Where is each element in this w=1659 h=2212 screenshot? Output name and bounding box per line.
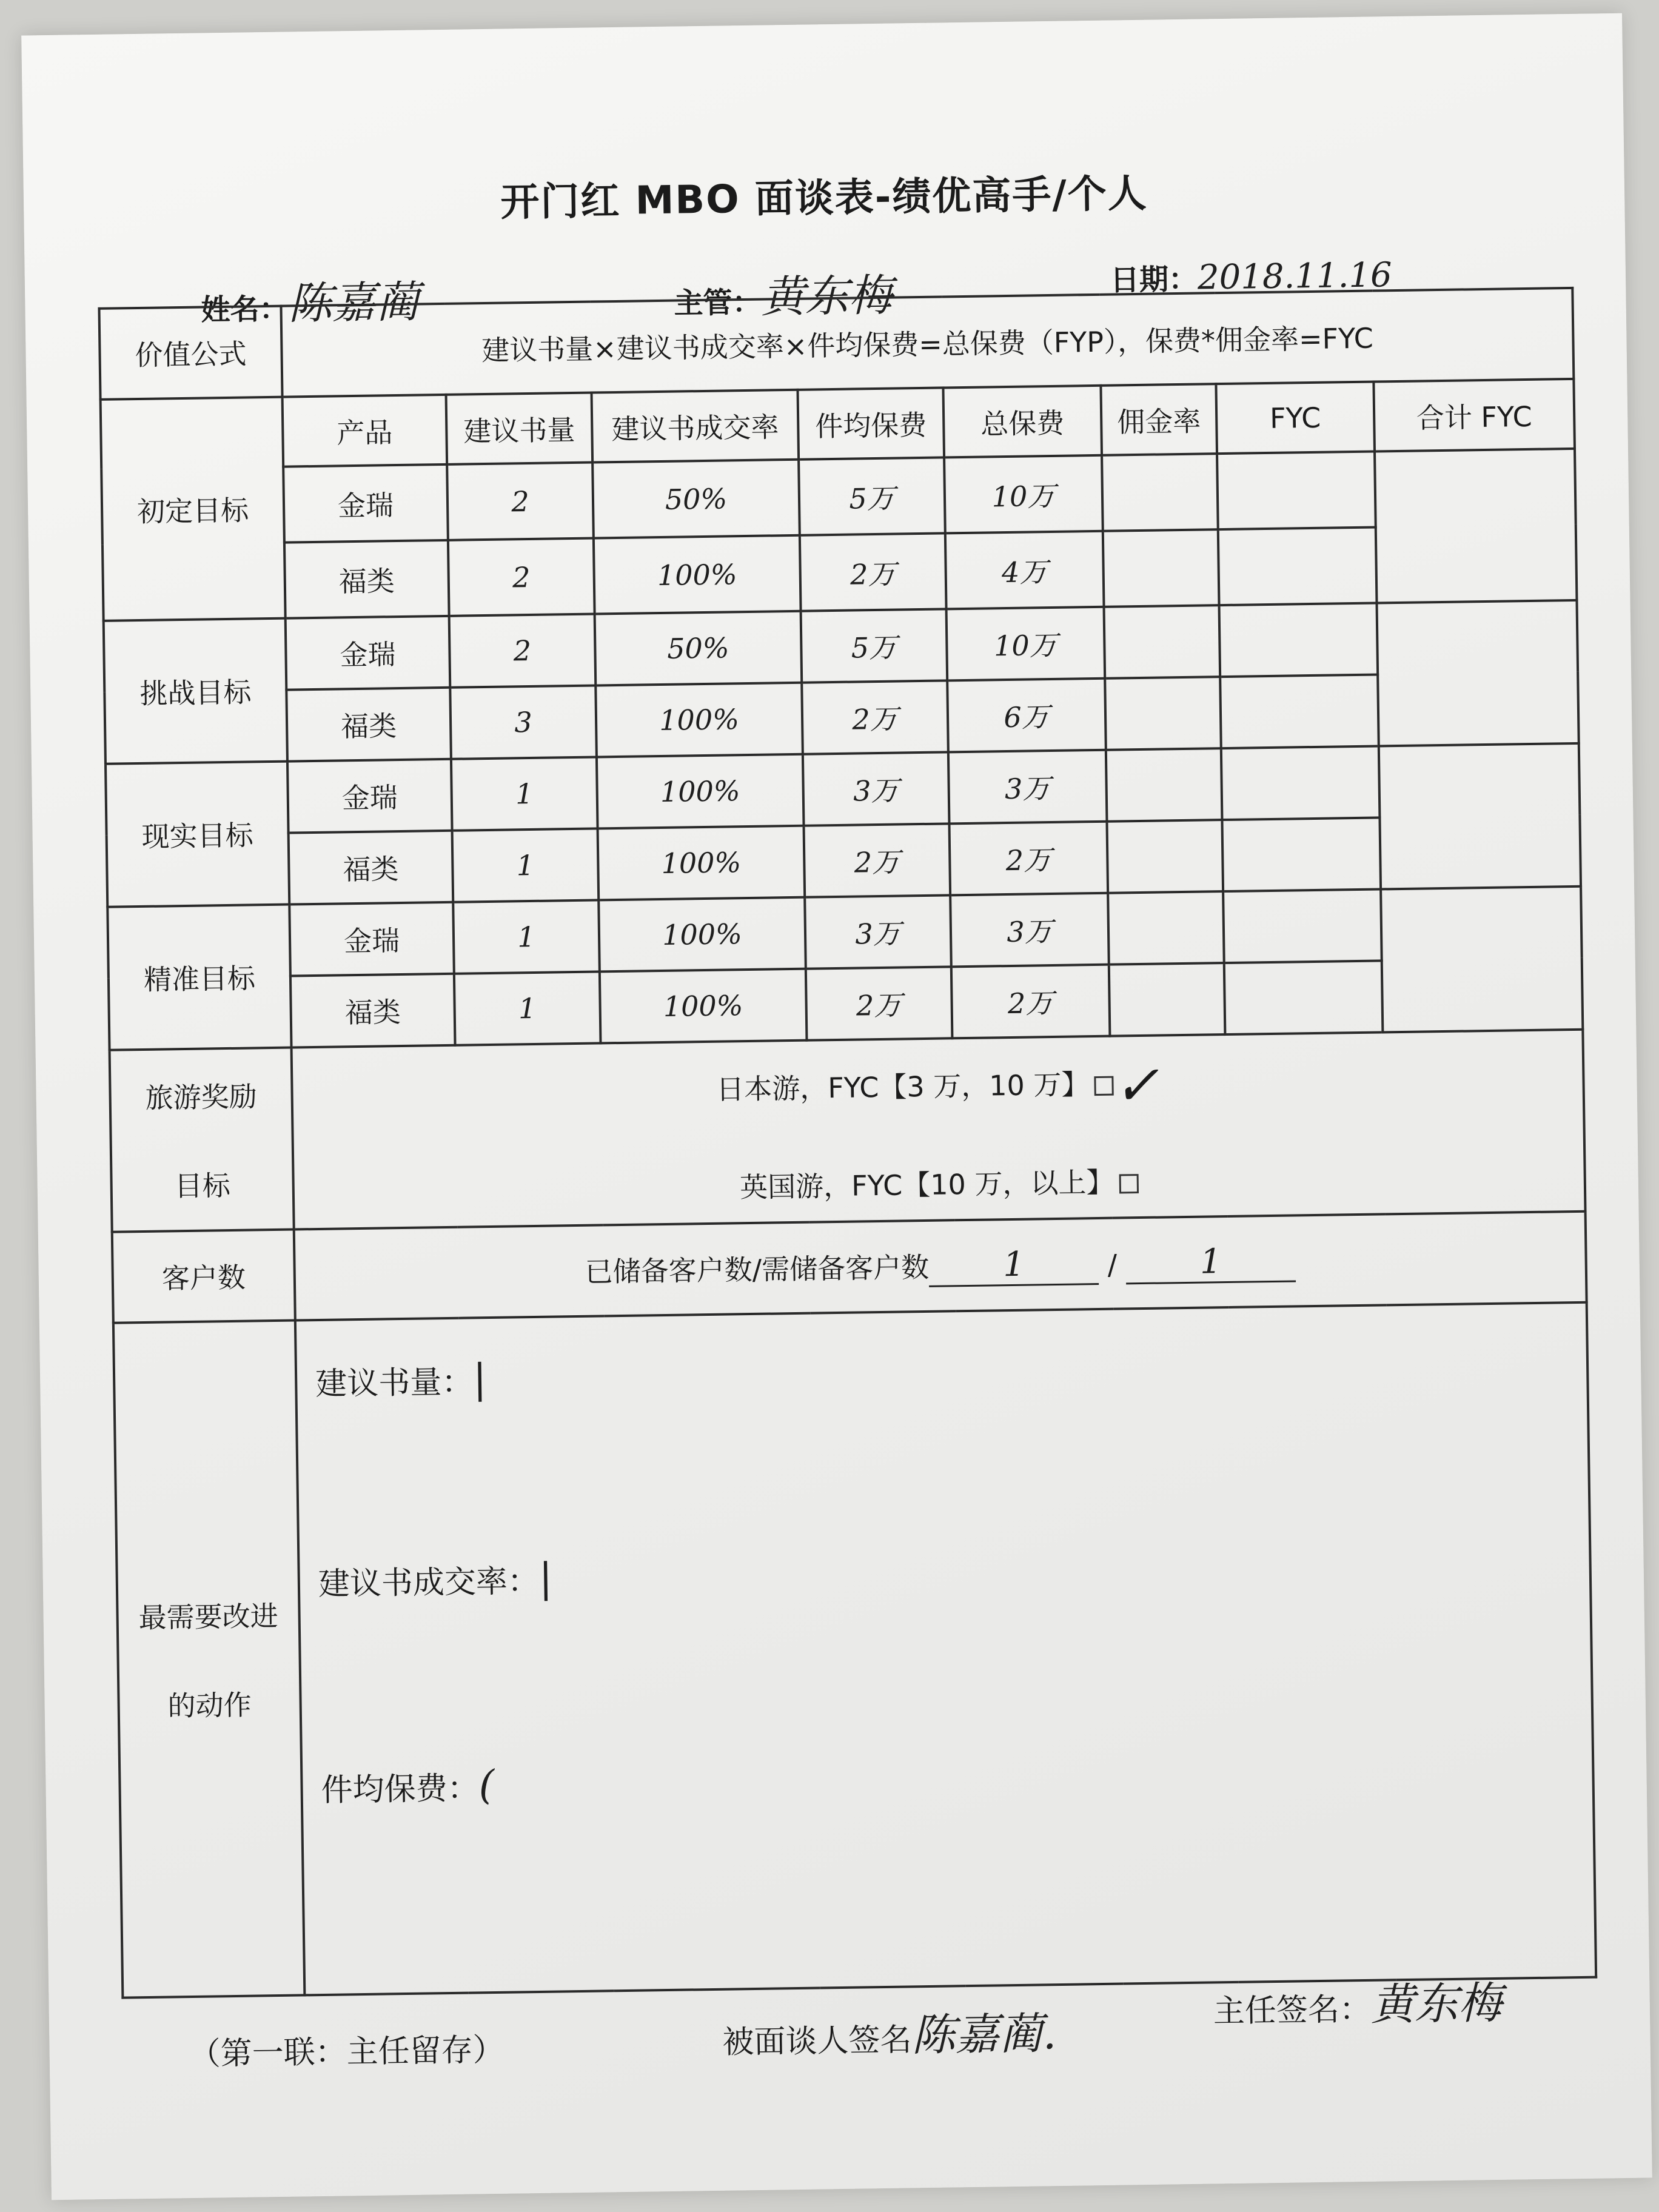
product-cell: 金瑞 [289, 902, 454, 976]
supervisor-handwritten: 黄东梅 [760, 269, 893, 323]
total-premium-cell: 4万 [945, 531, 1104, 609]
customers-row [294, 1212, 1587, 1321]
col-header-total-fyc: 合计 FYC [1373, 379, 1575, 452]
fyc-cell [1223, 889, 1382, 963]
rate-cell: 100% [595, 683, 803, 757]
product-cell: 金瑞 [286, 616, 451, 690]
commission-cell [1107, 820, 1223, 893]
col-header-product: 产品 [283, 395, 447, 467]
col-header-fyc: FYC [1216, 382, 1375, 454]
director-label: 主任签名： [1213, 1991, 1372, 2030]
rate-cell: 100% [598, 897, 806, 972]
travel-option-japan-label: 日本游，FYC【3 万，10 万】 [716, 1067, 1090, 1106]
target-label: 初定目标 [101, 397, 286, 621]
col-header-rate: 建议书成交率 [592, 390, 799, 463]
customers-needed-value: 1 [1125, 1241, 1296, 1284]
target-label: 现实目标 [106, 762, 289, 907]
check-mark-icon: ✓ [1113, 1053, 1160, 1118]
japan-checkbox[interactable] [1094, 1076, 1113, 1096]
uk-checkbox[interactable] [1119, 1174, 1138, 1193]
improvement-item-rate [318, 1555, 552, 1604]
interviewee-signature: 陈嘉蔺. [911, 2008, 1057, 2061]
total-premium-cell: 2万 [950, 822, 1108, 896]
total-premium-cell: 6万 [947, 679, 1106, 752]
avg-premium-cell: 2万 [800, 533, 947, 611]
commission-cell [1105, 677, 1221, 750]
copy-note: （第一联：主任留存） [189, 2031, 505, 2073]
product-cell: 福类 [289, 831, 454, 905]
travel-option-uk [294, 1153, 1584, 1212]
value-formula-label: 价值公式 [99, 306, 283, 400]
travel-option-uk-label: 英国游，FYC【10 万，以上】 [739, 1165, 1114, 1204]
qty-cell: 3 [450, 685, 597, 759]
improvement-item-proposals-label: 建议书量： [315, 1364, 474, 1403]
rate-cell: 50% [595, 611, 802, 686]
product-cell: 金瑞 [287, 759, 452, 833]
product-cell: 福类 [290, 974, 455, 1048]
qty-cell: 1 [452, 828, 599, 902]
avg-premium-cell: 2万 [806, 967, 953, 1040]
mbo-table [98, 287, 1597, 1999]
fyc-cell [1222, 817, 1381, 891]
improvement-item-avg-premium-value: ( [478, 1761, 495, 1809]
improvement-item-proposals-value: | [472, 1355, 488, 1403]
product-cell: 福类 [286, 688, 451, 762]
fyc-cell [1218, 527, 1377, 605]
travel-label-line2: 目标 [174, 1168, 231, 1203]
col-header-avg: 件均保费 [797, 387, 944, 459]
date-label: 日期： [1110, 262, 1198, 298]
commission-cell [1102, 454, 1218, 531]
total-premium-cell: 10万 [947, 607, 1105, 681]
fyc-cell [1224, 960, 1383, 1034]
form-sheet [21, 13, 1652, 2200]
improvement-item-proposals [315, 1355, 487, 1404]
travel-options [292, 1030, 1586, 1230]
name-label: 姓名： [201, 292, 289, 327]
improvement-item-avg-premium [321, 1761, 495, 1811]
avg-premium-cell: 5万 [801, 609, 948, 682]
qty-cell: 2 [447, 463, 594, 540]
interviewee-label: 被面谈人签名 [722, 2022, 912, 2061]
avg-premium-cell: 3万 [803, 752, 950, 825]
rate-cell: 100% [594, 535, 801, 614]
date-handwritten: 2018.11.16 [1197, 255, 1393, 298]
total-premium-cell: 3万 [950, 893, 1109, 967]
total-fyc-cell [1375, 449, 1577, 603]
total-premium-cell: 3万 [948, 750, 1107, 824]
customers-label: 客户数 [112, 1230, 295, 1323]
qty-cell: 1 [454, 971, 601, 1045]
total-fyc-cell [1376, 600, 1578, 746]
improvement-item-rate-label: 建议书成交率： [318, 1563, 540, 1603]
col-header-qty: 建议书量 [446, 393, 593, 464]
target-label: 挑战目标 [104, 618, 287, 764]
improvement-item-rate-value: | [538, 1554, 553, 1601]
fyc-cell [1217, 452, 1376, 530]
customers-separator: / [1107, 1248, 1118, 1281]
travel-label-line1: 旅游奖励 [145, 1080, 258, 1114]
improvement-label-line2: 的动作 [167, 1688, 252, 1722]
improvement-area [295, 1302, 1596, 1996]
col-header-commission: 佣金率 [1101, 384, 1217, 455]
director-signature: 黄东梅 [1370, 1977, 1503, 2030]
fyc-cell [1219, 603, 1378, 677]
customers-text: 已储备客户数/需储备客户数 [585, 1250, 930, 1289]
product-cell: 金瑞 [283, 464, 448, 543]
rate-cell: 50% [592, 460, 800, 538]
travel-option-japan [293, 1047, 1583, 1129]
director-signature-field [1213, 1968, 1502, 2035]
total-fyc-cell [1381, 886, 1583, 1033]
qty-cell: 2 [448, 538, 595, 616]
qty-cell: 1 [453, 900, 600, 973]
value-formula-text: 建议书量×建议书成交率×件均保费=总保费（FYP），保费*佣金率=FYC [281, 288, 1574, 397]
name-handwritten: 陈嘉蔺 [287, 276, 420, 329]
interviewee-signature-field [722, 1998, 1057, 2066]
fyc-cell [1220, 674, 1379, 748]
rate-cell: 100% [597, 754, 804, 829]
avg-premium-cell: 5万 [799, 457, 945, 535]
improvement-item-avg-premium-label: 件均保费： [321, 1770, 480, 1809]
form-title: 开门红 MBO 面谈表-绩优高手/个人 [500, 171, 1148, 226]
commission-cell [1106, 748, 1222, 822]
improvement-label [113, 1321, 305, 1998]
rate-cell: 100% [598, 826, 805, 900]
commission-cell [1104, 605, 1221, 679]
avg-premium-cell: 2万 [802, 680, 948, 754]
fyc-cell [1221, 746, 1380, 820]
total-premium-cell: 10万 [944, 455, 1103, 534]
total-fyc-cell [1379, 743, 1581, 890]
qty-cell: 1 [451, 757, 598, 830]
rate-cell: 100% [600, 969, 807, 1044]
target-label: 精准目标 [107, 905, 291, 1050]
total-premium-cell: 2万 [951, 965, 1110, 1039]
customers-stored-value: 1 [929, 1243, 1099, 1287]
avg-premium-cell: 2万 [804, 823, 951, 897]
commission-cell [1103, 529, 1219, 607]
commission-cell [1108, 891, 1224, 965]
product-cell: 福类 [284, 540, 449, 618]
improvement-label-line1: 最需要改进 [138, 1599, 279, 1634]
commission-cell [1109, 963, 1225, 1036]
qty-cell: 2 [449, 614, 596, 687]
supervisor-label: 主管： [674, 285, 762, 321]
travel-label [110, 1048, 294, 1232]
col-header-total: 总保费 [943, 386, 1102, 458]
avg-premium-cell: 3万 [805, 895, 951, 968]
